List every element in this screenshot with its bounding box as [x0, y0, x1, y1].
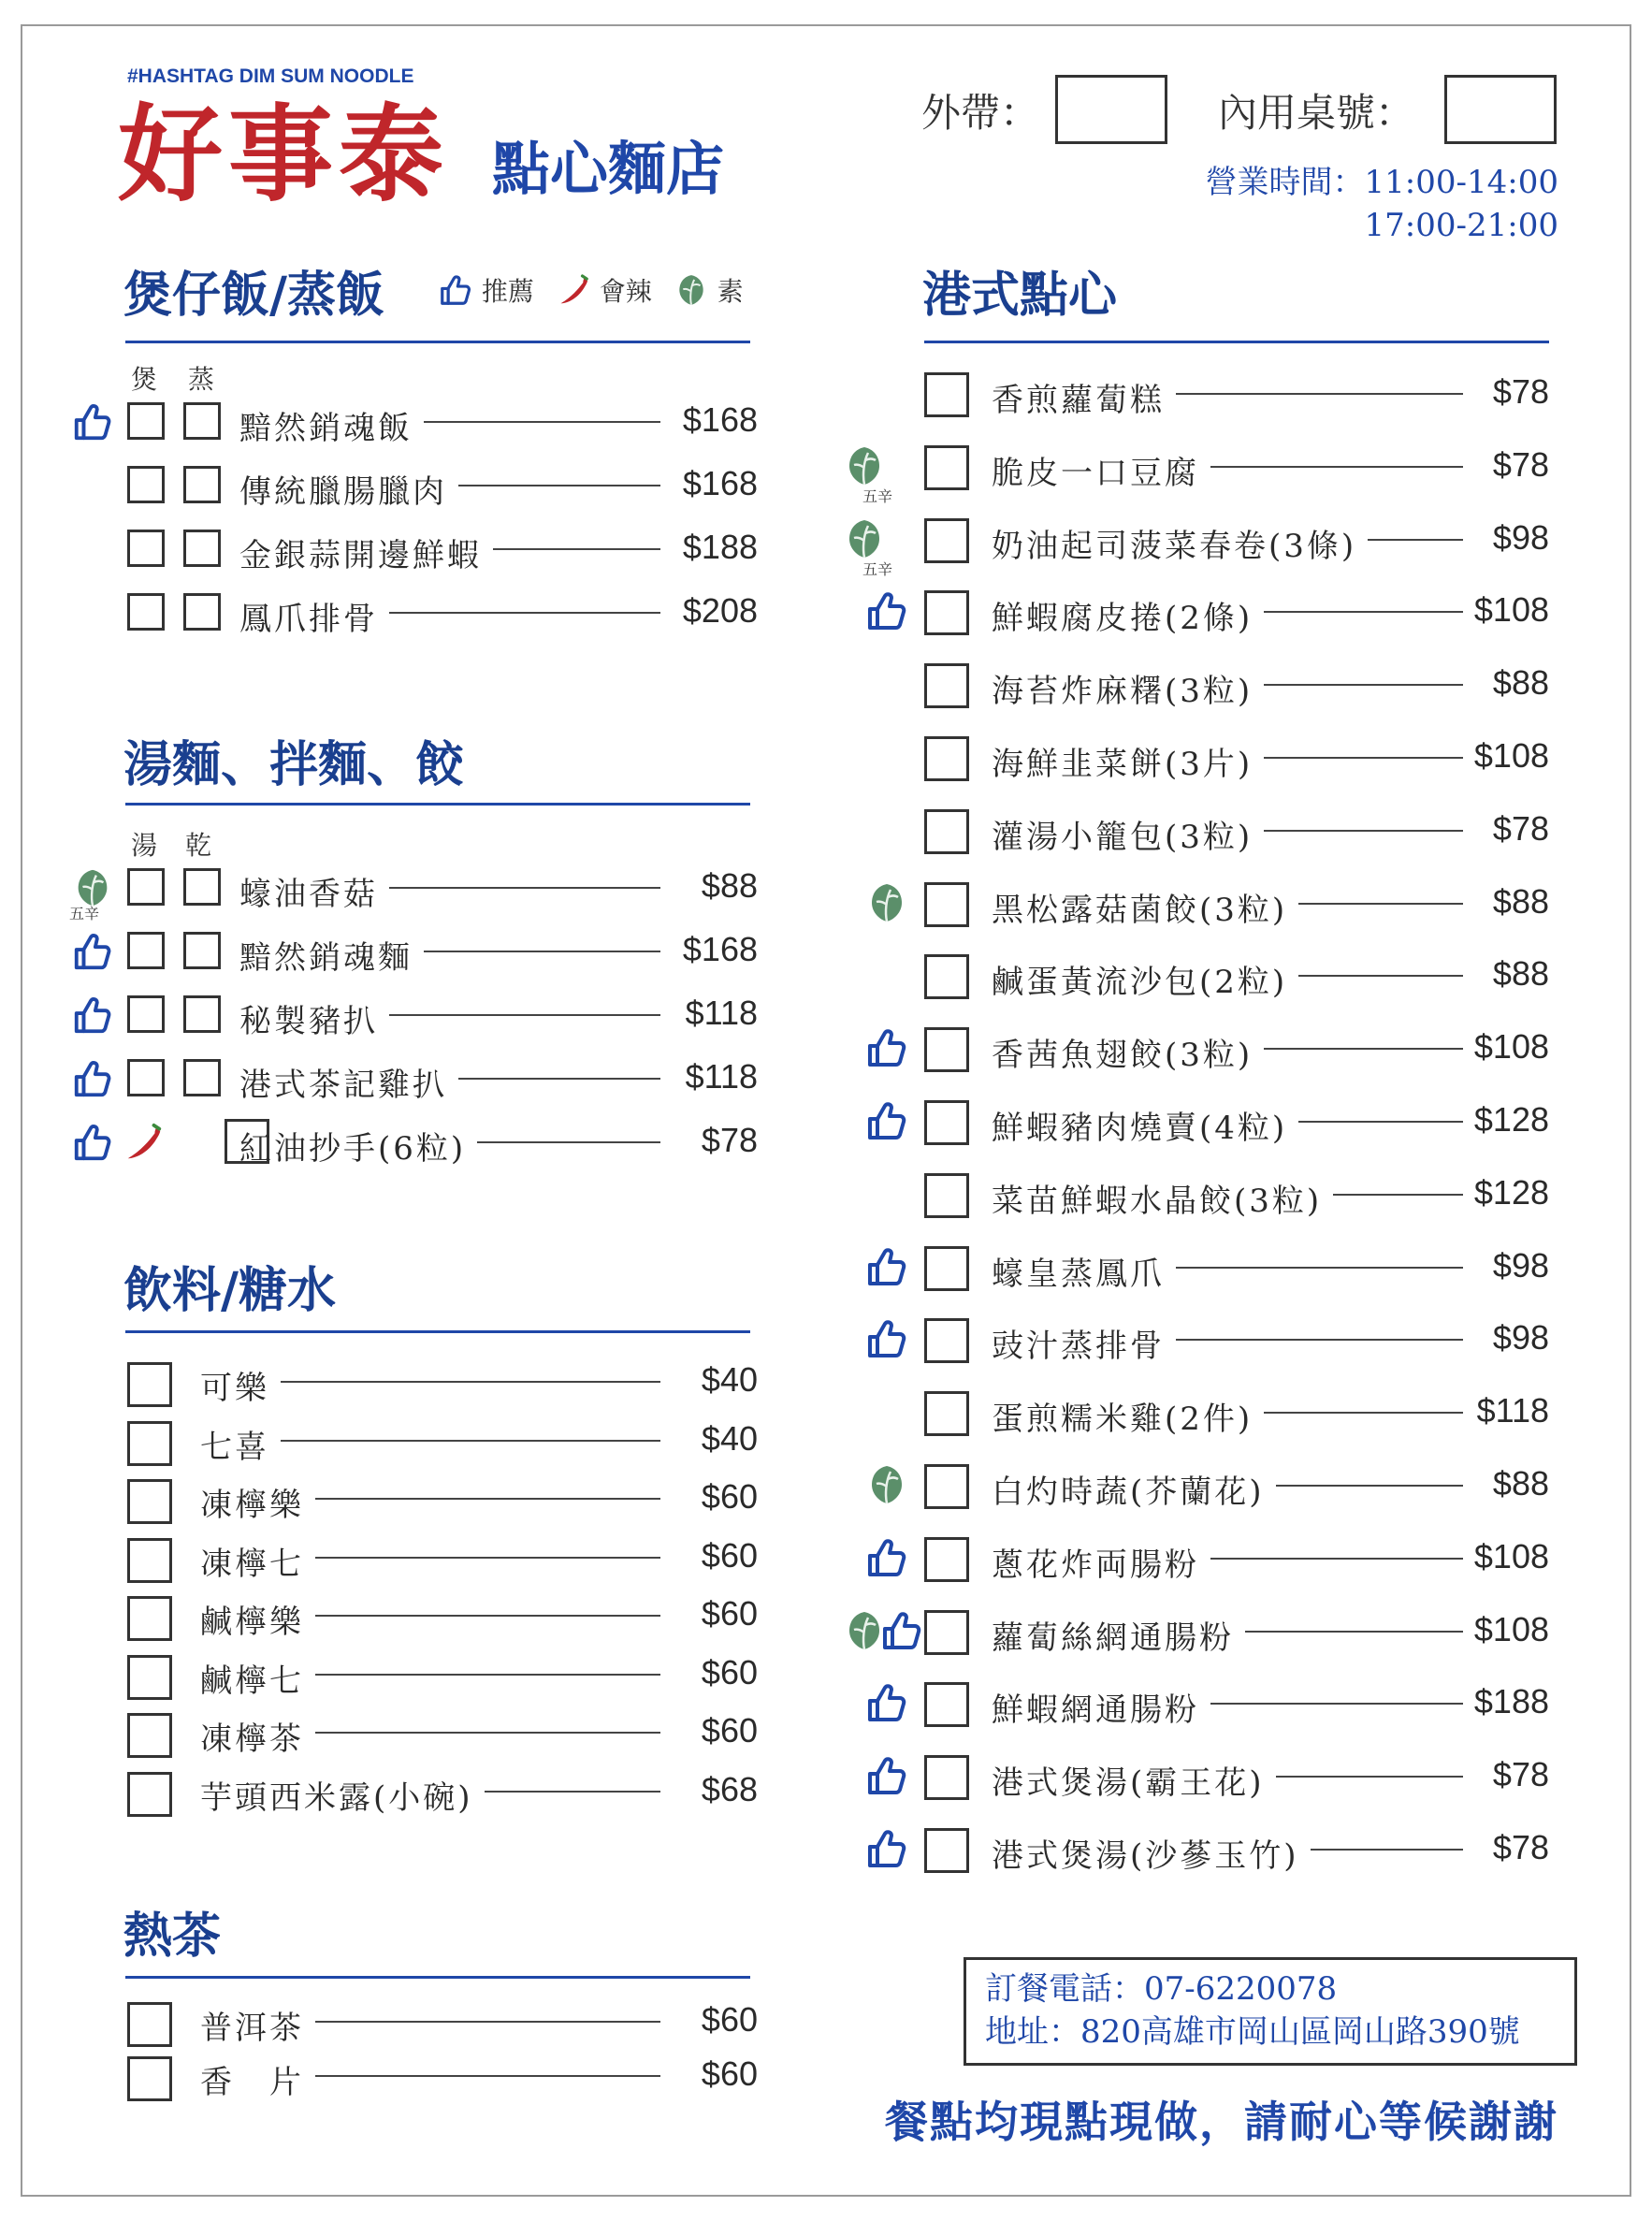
leader-line	[1176, 1267, 1463, 1269]
leader-line	[1210, 466, 1463, 468]
item-name: 普洱茶	[200, 2010, 304, 2047]
item-name: 凍檸七	[200, 1545, 304, 1583]
item-name: 鹹檸七	[200, 1662, 304, 1700]
item-price: $78	[1492, 808, 1549, 848]
item-price: $60	[701, 1477, 758, 1516]
item-price: $208	[682, 591, 758, 630]
order-checkbox[interactable]	[924, 1755, 969, 1800]
leader-line	[1264, 1412, 1463, 1414]
leader-line	[281, 1381, 660, 1383]
item-name: 鮮蝦網通腸粉	[992, 1691, 1199, 1730]
item-price: $128	[1473, 1100, 1549, 1139]
item-price: $98	[1492, 1318, 1549, 1357]
thumbs-up-icon	[864, 1826, 909, 1875]
leader-line	[1333, 1194, 1463, 1196]
menu-item	[0, 1171, 1652, 1218]
item-name: 蠔皇蒸鳳爪	[992, 1255, 1165, 1293]
order-checkbox[interactable]	[924, 518, 969, 563]
item-price: $68	[701, 1769, 758, 1808]
legend-veg: 素	[717, 276, 744, 307]
item-name: 黑松露菇菌餃(3粒)	[992, 891, 1288, 929]
section-title-dimsum: 港式點心	[922, 267, 1118, 324]
leader-line	[1264, 611, 1463, 613]
leader-line	[1264, 1048, 1463, 1050]
dinein-label: 內用桌號：	[1218, 90, 1415, 136]
item-price: $78	[1492, 1755, 1549, 1794]
item-name: 港式茶記雞扒	[239, 1067, 447, 1104]
leader-line	[1210, 1703, 1463, 1705]
item-name: 紅油抄手(6粒)	[239, 1130, 467, 1168]
order-checkbox[interactable]	[924, 1027, 969, 1072]
item-price: $88	[701, 866, 758, 905]
item-name: 黯然銷魂飯	[239, 410, 413, 447]
item-price: $88	[1492, 1464, 1549, 1502]
item-name: 七喜	[200, 1428, 269, 1466]
col-header-soup: 湯	[131, 830, 158, 861]
menu-item	[0, 516, 1652, 578]
legend	[438, 271, 744, 314]
item-price: $108	[1473, 590, 1549, 630]
item-price: $78	[1492, 444, 1549, 484]
section-title-noodles: 湯麵、拌麵、餃	[123, 736, 465, 793]
menu-item	[0, 661, 1652, 711]
leader-line	[458, 1078, 660, 1080]
item-price: $168	[682, 930, 758, 968]
leader-line	[1176, 393, 1463, 395]
leader-line	[315, 1674, 660, 1676]
vegetable-icon	[864, 880, 909, 929]
item-price: $168	[682, 400, 758, 439]
item-name: 凍檸樂	[200, 1487, 304, 1524]
item-price: $98	[1492, 517, 1549, 557]
brand-tagline: #HASHTAG DIM SUM NOODLE	[127, 65, 414, 87]
leader-line	[315, 2075, 660, 2077]
section-rule	[125, 1976, 750, 1979]
leader-line	[1368, 539, 1463, 541]
item-price: $88	[1492, 881, 1549, 921]
leader-line	[315, 1732, 660, 1734]
leader-line	[1276, 1485, 1463, 1487]
item-price: $60	[701, 1711, 758, 1749]
item-name: 白灼時蔬(芥蘭花)	[992, 1473, 1265, 1511]
leader-line	[1298, 1121, 1463, 1123]
item-name: 蔥花炸両腸粉	[992, 1546, 1199, 1584]
leader-line	[1311, 1849, 1463, 1851]
item-price: $188	[1473, 1682, 1549, 1721]
leader-line	[1298, 975, 1463, 977]
item-name: 海鮮韭菜餅(3片)	[992, 746, 1253, 783]
legend-spicy: 會辣	[599, 276, 652, 307]
chili-icon	[556, 272, 591, 314]
item-name: 金銀蒜開邊鮮蝦	[239, 537, 482, 574]
item-name: 海苔炸麻糬(3粒)	[992, 673, 1253, 711]
business-hours	[1206, 161, 1558, 247]
item-price: $60	[701, 2000, 758, 2039]
col-header-claypot: 煲	[131, 364, 158, 395]
item-price: $98	[1492, 1245, 1549, 1285]
brand-name: 好事泰	[118, 94, 449, 216]
takeout-box[interactable]	[1055, 75, 1167, 144]
menu-item	[0, 1098, 1652, 1145]
item-price: $78	[1492, 372, 1549, 411]
item-price: $40	[701, 1360, 758, 1399]
item-price: $88	[1492, 663, 1549, 703]
order-checkbox[interactable]	[924, 663, 969, 708]
item-name: 蘿蔔絲網通腸粉	[992, 1619, 1234, 1657]
order-phone: 訂餐電話：07-6220078	[985, 1970, 1338, 2008]
takeout-label: 外帶：	[921, 90, 1040, 136]
item-price: $60	[701, 1652, 758, 1691]
order-checkbox[interactable]	[924, 445, 969, 490]
order-checkbox[interactable]	[924, 590, 969, 635]
order-checkbox[interactable]	[924, 372, 969, 417]
menu-item	[0, 1826, 1652, 1873]
order-checkbox[interactable]	[924, 954, 969, 999]
item-name: 鳳爪排骨	[239, 601, 378, 638]
item-price: $60	[701, 1594, 758, 1633]
menu-item	[0, 1462, 1652, 1509]
menu-item	[0, 588, 1652, 638]
table-number-box[interactable]	[1444, 75, 1557, 144]
item-price: $118	[685, 994, 758, 1032]
order-checkbox[interactable]	[924, 1100, 969, 1145]
item-name: 豉汁蒸排骨	[992, 1328, 1165, 1366]
item-name: 傳統臘腸臘肉	[239, 473, 447, 511]
section-rule	[125, 803, 750, 806]
order-checkbox[interactable]	[127, 2056, 172, 2101]
menu-item	[0, 880, 1652, 927]
leader-line	[1264, 684, 1463, 686]
item-name: 奶油起司菠菜春卷(3條)	[992, 527, 1357, 565]
menu-item	[0, 734, 1652, 781]
leader-line	[281, 1440, 660, 1442]
vegetable-icon	[674, 272, 709, 314]
item-name: 秘製豬扒	[239, 1003, 378, 1040]
order-checkbox[interactable]	[924, 736, 969, 781]
five-spice-badge: 五辛	[862, 559, 893, 578]
leader-line	[1264, 830, 1463, 832]
item-name: 芋頭西米露(小碗)	[200, 1778, 473, 1817]
thumbs-up-icon	[864, 1316, 909, 1365]
leader-line	[1264, 757, 1463, 759]
leader-line	[315, 2021, 660, 2023]
five-spice-badge: 五辛	[862, 486, 893, 505]
item-price: $40	[701, 1418, 758, 1458]
hours-line-1: 營業時間：11:00-14:00	[1205, 164, 1558, 201]
item-name: 鹹檸樂	[200, 1604, 304, 1641]
order-checkbox[interactable]	[924, 1828, 969, 1873]
address: 地址：820高雄市岡山區岡山路390號	[985, 2013, 1520, 2051]
thumbs-up-icon	[864, 1680, 909, 1729]
menu-item	[0, 1316, 1652, 1366]
section-title-claypot: 煲仔飯/蒸飯	[123, 267, 384, 324]
thumbs-up-icon	[864, 1098, 909, 1147]
order-checkbox[interactable]	[924, 1318, 969, 1363]
menu-item	[0, 952, 1652, 1002]
item-name: 港式煲湯(霸王花)	[992, 1764, 1265, 1803]
item-name: 灌湯小籠包(3粒)	[992, 818, 1253, 856]
thumbs-up-icon	[864, 1244, 909, 1293]
item-price: $168	[682, 464, 758, 502]
order-checkbox[interactable]	[924, 1391, 969, 1436]
item-name: 香 片	[200, 2064, 304, 2101]
menu-item	[0, 1608, 1652, 1655]
legend-recommend: 推薦	[481, 276, 534, 307]
leader-line	[1176, 1339, 1463, 1341]
item-price: $60	[701, 2054, 758, 2093]
order-checkbox[interactable]	[924, 1537, 969, 1582]
order-checkbox[interactable]	[924, 1464, 969, 1509]
section-rule	[924, 341, 1549, 343]
leader-line	[389, 1014, 660, 1016]
item-price: $108	[1473, 1609, 1549, 1648]
order-checkbox[interactable]	[924, 882, 969, 927]
leader-line	[1276, 1776, 1463, 1778]
item-name: 香煎蘿蔔糕	[992, 382, 1165, 419]
thumbs-up-icon	[864, 588, 909, 637]
section-title-drinks: 飲料/糖水	[123, 1262, 336, 1319]
thumbs-up-icon	[864, 1535, 909, 1584]
order-checkbox[interactable]	[924, 1682, 969, 1727]
item-name: 黯然銷魂麵	[239, 939, 413, 977]
thumbs-up-icon	[864, 1025, 909, 1074]
thumbs-up-icon	[864, 1753, 909, 1802]
leader-line	[1298, 903, 1463, 905]
item-name: 香茜魚翅餃(3粒)	[992, 1037, 1253, 1075]
col-header-dry: 乾	[185, 830, 212, 861]
order-checkbox[interactable]	[924, 1246, 969, 1291]
item-price: $108	[1473, 1536, 1549, 1575]
item-name: 蠔油香菇	[239, 876, 378, 913]
item-price: $78	[701, 1121, 758, 1159]
order-checkbox[interactable]	[924, 809, 969, 854]
five-spice-badge: 五辛	[69, 905, 100, 922]
item-name: 菜苗鮮蝦水晶餃(3粒)	[992, 1182, 1323, 1220]
footer-note: 餐點均現點現做，請耐心等候謝謝	[885, 2097, 1558, 2147]
leader-line	[1210, 1558, 1463, 1560]
item-price: $108	[1473, 1027, 1549, 1067]
item-name: 脆皮一口豆腐	[992, 454, 1199, 492]
contact-box	[964, 1957, 1577, 2066]
leader-line	[424, 421, 660, 423]
item-price: $118	[685, 1057, 758, 1096]
item-price: $118	[1476, 1391, 1549, 1430]
item-name: 可樂	[200, 1370, 269, 1407]
item-name: 鮮蝦豬肉燒賣(4粒)	[992, 1110, 1288, 1147]
hours-line-2: 17:00-21:00	[1364, 207, 1558, 244]
order-checkbox[interactable]	[924, 1610, 969, 1655]
order-checkbox[interactable]	[924, 1173, 969, 1218]
thumbs-up-icon	[879, 1608, 924, 1657]
vegetable-icon	[864, 1462, 909, 1511]
menu-item	[0, 1244, 1652, 1291]
item-name: 鮮蝦腐皮捲(2條)	[992, 600, 1253, 638]
menu-item	[0, 1753, 1652, 1803]
item-price: $128	[1473, 1172, 1549, 1212]
item-name: 蛋煎糯米雞(2件)	[992, 1401, 1253, 1439]
menu-item	[0, 370, 1652, 417]
col-header-steamed: 蒸	[188, 364, 215, 395]
item-price: $108	[1473, 736, 1549, 775]
item-name: 鹹蛋黃流沙包(2粒)	[992, 964, 1288, 1002]
section-rule	[125, 341, 750, 343]
order-checkbox[interactable]	[127, 2002, 172, 2047]
item-price: $78	[1492, 1828, 1549, 1866]
menu-item	[0, 1025, 1652, 1075]
item-name: 港式煲湯(沙蔘玉竹)	[992, 1837, 1299, 1875]
menu-item	[0, 1535, 1652, 1582]
item-price: $60	[701, 1535, 758, 1575]
leader-line	[1245, 1631, 1463, 1633]
section-title-tea: 熱茶	[123, 1908, 222, 1965]
item-name: 凍檸茶	[200, 1720, 304, 1758]
item-price: $188	[682, 528, 758, 566]
menu-item	[0, 807, 1652, 854]
thumbs-up-icon	[438, 272, 473, 314]
brand-subtitle: 點心麵店	[492, 135, 725, 203]
item-price: $88	[1492, 954, 1549, 994]
